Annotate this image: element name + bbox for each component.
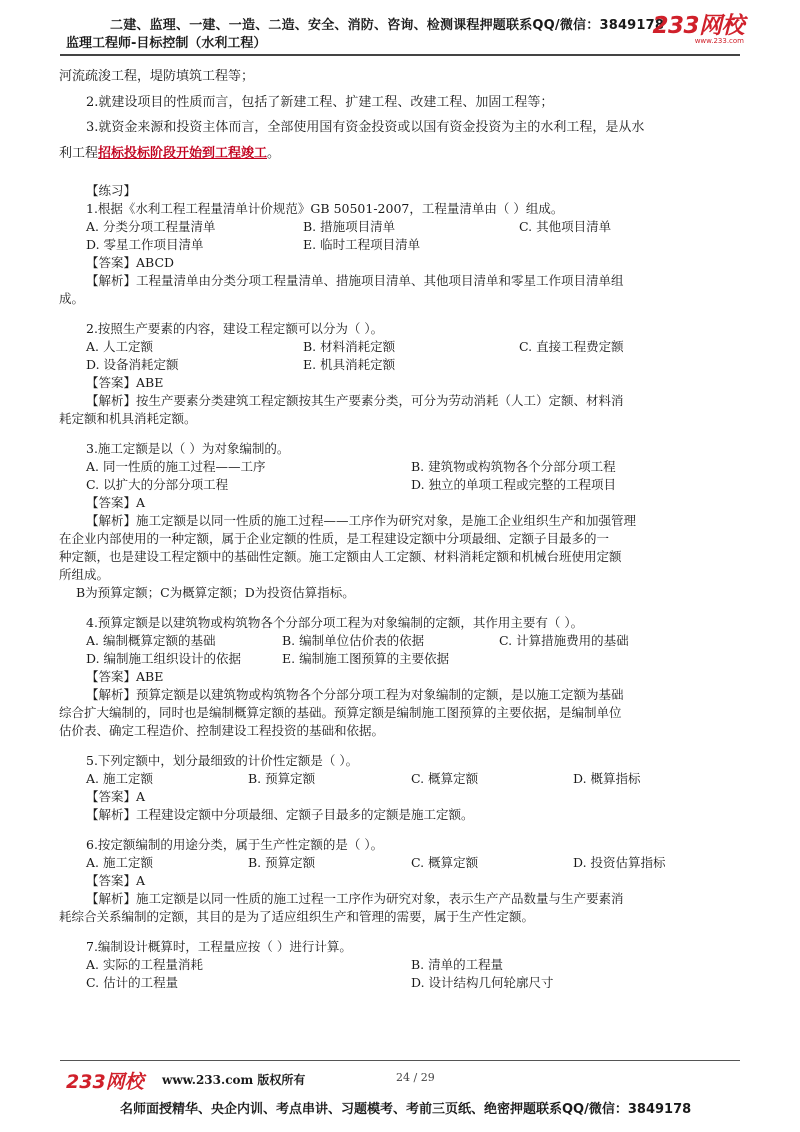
q3-option-c: C. 以扩大的分部分项工程 — [86, 477, 229, 492]
page-header — [0, 0, 800, 58]
q2-option-e: E. 机具消耗定额 — [303, 357, 396, 372]
q4-option-e: E. 编制施工图预算的主要依据 — [282, 651, 450, 666]
q3-options-row-2 — [86, 476, 746, 494]
q1-option-c: C. 其他项目清单 — [519, 219, 612, 234]
intro-line-4 — [59, 141, 746, 167]
q7-stem: 7.编制设计概算时，工程量应按（ ）进行计算。 — [86, 939, 352, 954]
q2-option-c: C. 直接工程费定额 — [519, 339, 624, 354]
q7-options-row-2 — [86, 974, 746, 992]
q6-option-a: A. 施工定额 — [86, 855, 153, 870]
q7-option-b: B. 清单的工程量 — [411, 957, 504, 972]
q3-explanation-3: 种定额，也是建设工程定额中的基础性定额。施工定额由人工定额、材料消耗定额和机械台班使用定额 — [59, 549, 622, 564]
q6-answer: 【答案】A — [86, 873, 146, 888]
intro-line-4-pre: 利工程 — [59, 145, 99, 161]
q4-explanation-2: 综合扩大编制的，同时也是编制概算定额的基础。预算定额是编制施工图预算的主要依据，是编制单位 — [59, 705, 622, 720]
q7-option-a: A. 实际的工程量消耗 — [86, 957, 203, 972]
q1-option-e: E. 临时工程项目清单 — [303, 237, 421, 252]
q3-explanation-5: B为预算定额；C为概算定额；D为投资估算指标。 — [76, 585, 355, 600]
q3-answer: 【答案】A — [86, 495, 146, 510]
q3-explanation-4: 所组成。 — [59, 567, 110, 582]
q1-explanation-2: 成。 — [59, 291, 85, 306]
q1-options-row-2 — [86, 236, 746, 254]
q3-option-d: D. 独立的单项工程或完整的工程项目 — [411, 477, 617, 492]
intro-line-4-post: 。 — [267, 145, 281, 161]
footer-logo: 233网校 — [66, 1071, 144, 1093]
document-body — [59, 64, 746, 992]
q7-option-d: D. 设计结构几何轮廓尺寸 — [411, 975, 554, 990]
q1-option-d: D. 零星工作项目清单 — [86, 237, 204, 252]
q2-answer: 【答案】ABE — [86, 375, 164, 390]
q4-options-row-2 — [86, 650, 746, 668]
q6-stem: 6.按定额编制的用途分类，属于生产性定额的是（ ）。 — [86, 837, 384, 852]
q4-explanation-1: 【解析】预算定额是以建筑物或构筑物各个分部分项工程为对象编制的定额，是以施工定额为基础 — [86, 687, 624, 702]
page-footer — [0, 1060, 800, 1132]
header-divider — [60, 54, 740, 56]
q3-options-row-1 — [86, 458, 746, 476]
q4-option-a: A. 编制概算定额的基础 — [86, 633, 216, 648]
page-number: 24 / 29 — [396, 1071, 435, 1084]
q2-options-row-1 — [86, 338, 746, 356]
q3-stem: 3.施工定额是以（ ）为对象编制的。 — [86, 441, 290, 456]
q4-answer: 【答案】ABE — [86, 669, 164, 684]
q6-option-c: C. 概算定额 — [411, 855, 479, 870]
q1-option-a: A. 分类分项工程量清单 — [86, 219, 216, 234]
q5-option-a: A. 施工定额 — [86, 771, 153, 786]
q2-options-row-2 — [86, 356, 746, 374]
q3-explanation-2: 在企业内部使用的一种定额，属于企业定额的性质，是工程建设定额中分项最细、定额子目最多的一 — [59, 531, 610, 546]
highlighted-phrase: 招标投标阶段开始到工程竣工 — [98, 145, 268, 161]
q1-options-row-1 — [86, 218, 746, 236]
q5-answer: 【答案】A — [86, 789, 146, 804]
q6-explanation-1: 【解析】施工定额是以同一性质的施工过程一工序作为研究对象，表示生产产品数量与生产要素消 — [86, 891, 624, 906]
intro-line-3: 3.就资金来源和投资主体而言，全部使用国有资金投资或以国有资金投资为主的水利工程，是从水 — [86, 120, 645, 135]
q5-option-b: B. 预算定额 — [248, 771, 316, 786]
q1-stem: 1.根据《水利工程工程量清单计价规范》GB 50501-2007，工程量清单由（ ）组成。 — [86, 201, 564, 216]
header-contact-line: 二建、监理、一建、一造、二造、安全、消防、咨询、检测课程押题联系QQ/微信：3849178 — [110, 18, 665, 33]
q6-option-d: D. 投资估算指标 — [573, 855, 666, 870]
q4-stem: 4.预算定额是以建筑物或构筑物各个分部分项工程为对象编制的定额，其作用主要有（ ）。 — [86, 615, 584, 630]
q7-options-row-1 — [86, 956, 746, 974]
footer-copyright: www.233.com 版权所有 — [162, 1073, 306, 1087]
q6-explanation-2: 耗综合关系编制的定额，其目的是为了适应组织生产和管理的需要，属于生产性定额。 — [59, 909, 535, 924]
q4-explanation-3: 估价表、确定工程造价、控制建设工程投资的基础和依据。 — [59, 723, 385, 738]
q2-option-b: B. 材料消耗定额 — [303, 339, 396, 354]
logo-url: www.233.com — [694, 37, 744, 45]
q1-explanation-1: 【解析】工程量清单由分类分项工程量清单、措施项目清单、其他项目清单和零星工作项目清单组 — [86, 273, 624, 288]
q5-explanation-1: 【解析】工程建设定额中分项最细、定额子目最多的定额是施工定额。 — [86, 807, 474, 822]
intro-line-2: 2.就建设项目的性质而言，包括了新建工程、扩建工程、改建工程、加固工程等； — [86, 94, 554, 110]
q7-option-c: C. 估计的工程量 — [86, 975, 179, 990]
footer-contact-line: 名师面授精华、央企内训、考点串讲、习题模考、考前三页纸、绝密押题联系QQ/微信：3849178 — [120, 1102, 692, 1117]
footer-divider — [60, 1060, 740, 1061]
intro-line-1: 河流疏浚工程，堤防填筑工程等； — [59, 69, 255, 84]
practice-heading: 【练习】 — [86, 183, 137, 198]
q3-explanation-1: 【解析】施工定额是以同一性质的施工过程——工序作为研究对象，是施工企业组织生产和加强管理 — [86, 513, 637, 528]
q2-option-d: D. 设备消耗定额 — [86, 357, 179, 372]
logo-text: 233网校 — [652, 13, 744, 39]
q4-option-c: C. 计算措施费用的基础 — [499, 633, 629, 648]
q5-stem: 5.下列定额中，划分最细致的计价性定额是（ ）。 — [86, 753, 359, 768]
q3-option-a: A. 同一性质的施工过程——工序 — [86, 459, 266, 474]
q4-option-d: D. 编制施工组织设计的依据 — [86, 651, 242, 666]
q2-explanation-1: 【解析】按生产要素分类建筑工程定额按其生产要素分类，可分为劳动消耗（人工）定额、材料消 — [86, 393, 624, 408]
q1-answer: 【答案】ABCD — [86, 255, 175, 270]
q6-option-b: B. 预算定额 — [248, 855, 316, 870]
q2-option-a: A. 人工定额 — [86, 339, 153, 354]
q3-option-b: B. 建筑物或构筑物各个分部分项工程 — [411, 459, 616, 474]
q5-option-d: D. 概算指标 — [573, 771, 641, 786]
q5-option-c: C. 概算定额 — [411, 771, 479, 786]
header-subject: 监理工程师-目标控制（水利工程） — [66, 36, 267, 51]
q6-options-row — [86, 854, 746, 872]
q4-options-row-1 — [86, 632, 746, 650]
q4-option-b: B. 编制单位估价表的依据 — [282, 633, 425, 648]
q1-option-b: B. 措施项目清单 — [303, 219, 396, 234]
q2-stem: 2.按照生产要素的内容，建设工程定额可以分为（ ）。 — [86, 321, 384, 336]
q2-explanation-2: 耗定额和机具消耗定额。 — [59, 411, 197, 426]
brand-logo — [652, 14, 744, 45]
q5-options-row — [86, 770, 746, 788]
